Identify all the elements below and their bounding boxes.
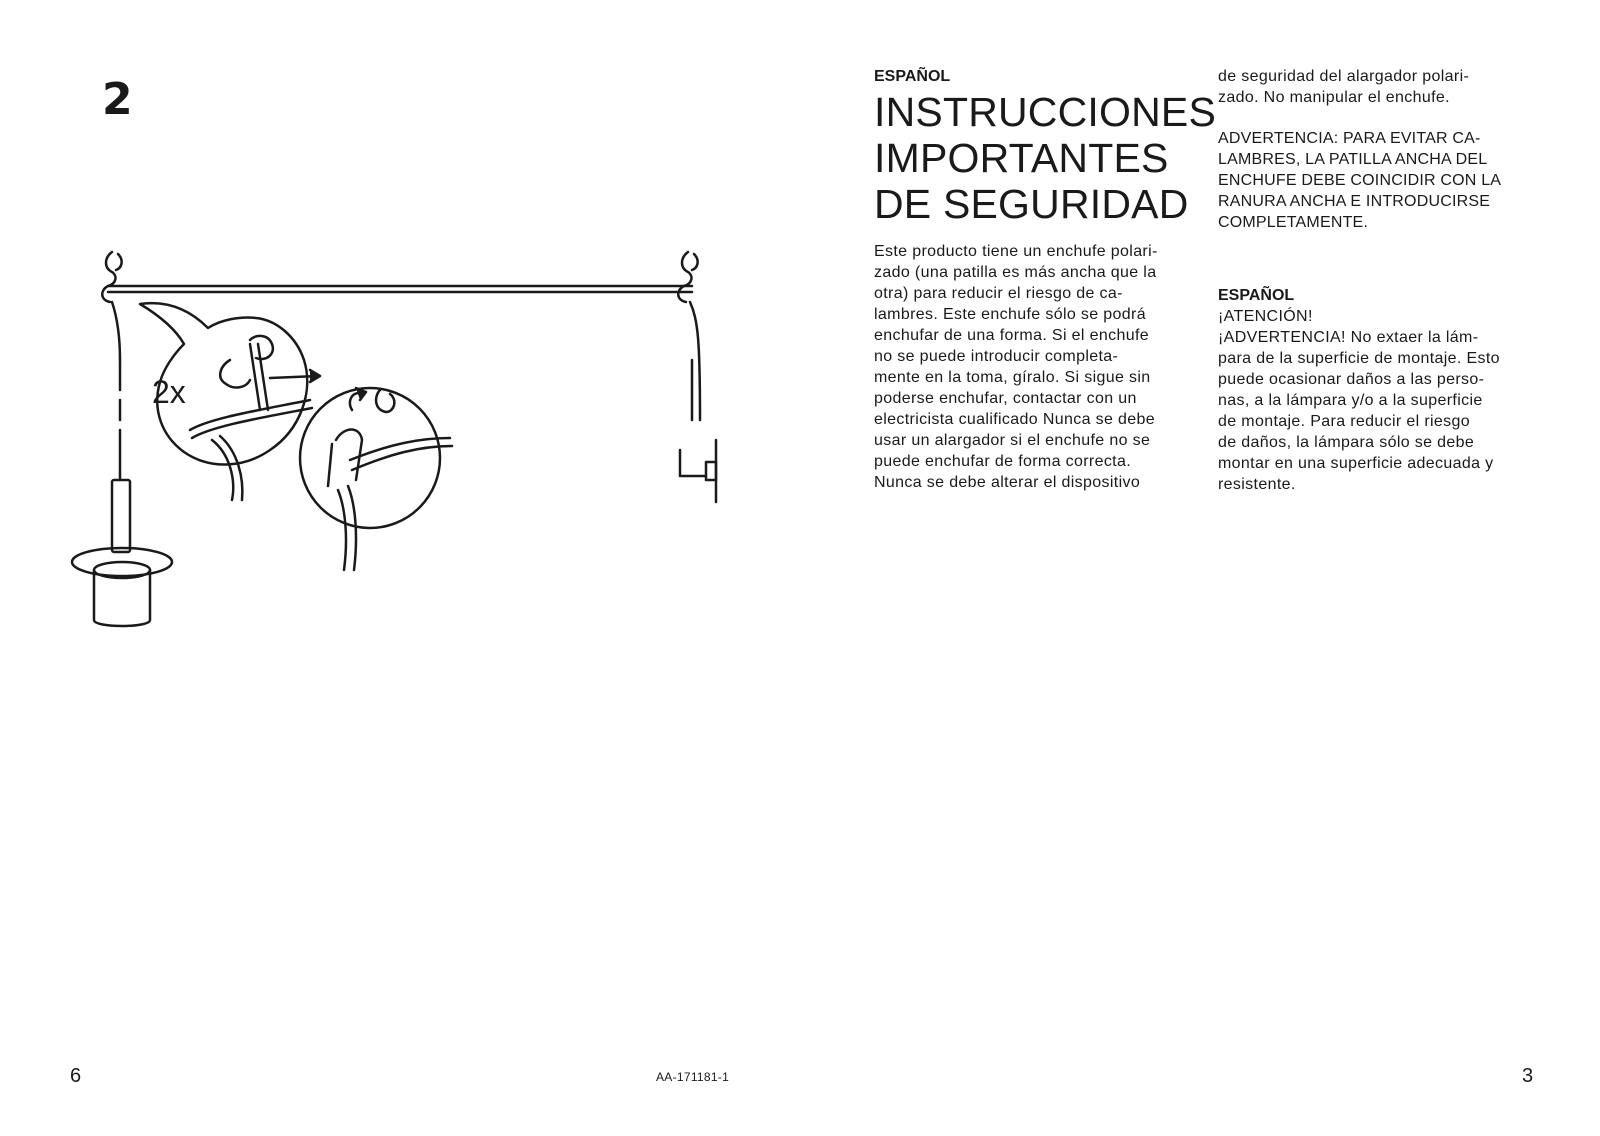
- pendant-lamp-icon: [72, 480, 172, 626]
- polarized-plug-paragraph: Este producto tiene un enchufe polari- zado (una patilla es más ancha que la otra) para reducir el riesgo de ca- lambres. Este enchufe sólo se podrá enchufar de una forma. Si el enchufe no se puede introducir completa- mente en la toma, gíralo. Si sigue sin poderse enchufar, contactar con un electricista cualificado Nunca se debe usar un alargador si el enchufe no se puede enchufar de forma correcta. Nunca se debe alterar el dispositivo: [874, 243, 1158, 491]
- left-cable: [112, 302, 120, 360]
- right-hook-icon: [678, 252, 691, 302]
- quantity-multiplier: 2x: [152, 374, 186, 410]
- language-label: ESPAÑOL: [1218, 287, 1295, 304]
- page-number-left: 6: [70, 1065, 82, 1087]
- safety-title-line: IMPORTANTES: [874, 135, 1169, 181]
- detail-callout-2: [300, 388, 452, 570]
- safety-title-line: INSTRUCCIONES: [874, 89, 1217, 135]
- cable-mounting-diagram: [60, 240, 760, 660]
- shock-warning-paragraph: ADVERTENCIA: PARA EVITAR CA- LAMBRES, LA PATILLA ANCHA DEL ENCHUFE DEBE COINCIDIR CON LA RANURA ANCHA E INTRODUCIRSE COMPLETAMENTE.: [1218, 130, 1502, 231]
- step-number: 2: [102, 74, 133, 125]
- document-code: AA-171181-1: [656, 1070, 730, 1084]
- continuation-paragraph: de seguridad del alargador polari- zado. No manipular el enchufe.: [1218, 68, 1470, 106]
- warnings-column: [1218, 66, 1538, 495]
- safety-instructions-column: [874, 66, 1217, 493]
- safety-title-line: DE SEGURIDAD: [874, 181, 1189, 227]
- wall-bracket-icon: [680, 440, 716, 502]
- safety-title: [874, 89, 1217, 227]
- left-hook-icon: [102, 252, 115, 302]
- assembly-illustration: [60, 240, 760, 660]
- attention-heading: ¡ATENCIÓN!: [1218, 308, 1313, 325]
- attention-section: [1218, 285, 1538, 495]
- language-label: ESPAÑOL: [874, 68, 951, 85]
- attention-paragraph: ¡ADVERTENCIA! No extaer la lám- para de la superficie de montaje. Esto puede ocasionar daños a las perso- nas, a la lámpara y/o a la superficie de montaje. Para reducir el riesgo de daños, la lámpara sólo se debe montar en una superficie adecuada y resistente.: [1218, 329, 1500, 493]
- page-number-right: 3: [1522, 1065, 1534, 1087]
